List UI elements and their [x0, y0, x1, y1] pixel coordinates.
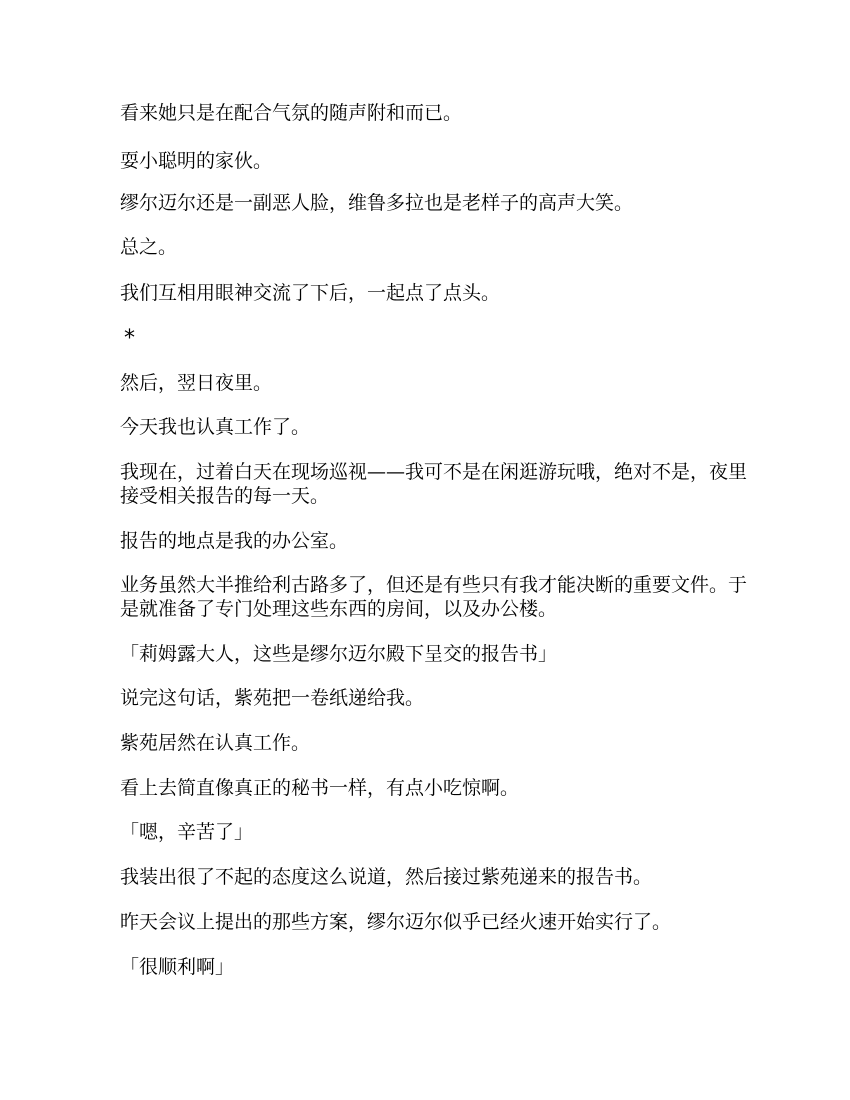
dialogue-paragraph: 「很顺利啊」 — [120, 956, 235, 978]
paragraph: 缪尔迈尔还是一副恶人脸，维鲁多拉也是老样子的高声大笑。 — [120, 192, 634, 214]
scene-break-asterisk: * — [124, 326, 135, 351]
paragraph: 我装出很了不起的态度这么说道，然后接过紫苑递来的报告书。 — [120, 866, 653, 888]
dialogue-paragraph: 「莉姆露大人，这些是缪尔迈尔殿下呈交的报告书」 — [120, 643, 558, 665]
paragraph: 说完这句话，紫苑把一卷纸递给我。 — [120, 687, 425, 709]
paragraph: 我们互相用眼神交流了下后，一起点了点头。 — [120, 282, 501, 304]
paragraph: 紫苑居然在认真工作。 — [120, 732, 311, 754]
paragraph: 我现在，过着白天在现场巡视——我可不是在闲逛游玩哦，绝对不是，夜里接受相关报告的每一天。 — [120, 461, 748, 507]
dialogue-paragraph: 「嗯，辛苦了」 — [120, 821, 254, 843]
paragraph: 今天我也认真工作了。 — [120, 416, 311, 438]
paragraph: 昨天会议上提出的那些方案，缪尔迈尔似乎已经火速开始实行了。 — [120, 911, 672, 933]
paragraph: 然后，翌日夜里。 — [120, 372, 273, 394]
paragraph: 耍小聪明的家伙。 — [120, 150, 273, 172]
paragraph: 看上去简直像真正的秘书一样，有点小吃惊啊。 — [120, 777, 520, 799]
paragraph: 看来她只是在配合气氛的随声附和而已。 — [120, 102, 463, 124]
paragraph: 总之。 — [120, 236, 178, 258]
paragraph: 业务虽然大半推给利古路多了，但还是有些只有我才能决断的重要文件。于是就准备了专门处理这些东西的房间，以及办公楼。 — [120, 574, 748, 620]
paragraph: 报告的地点是我的办公室。 — [120, 530, 349, 552]
